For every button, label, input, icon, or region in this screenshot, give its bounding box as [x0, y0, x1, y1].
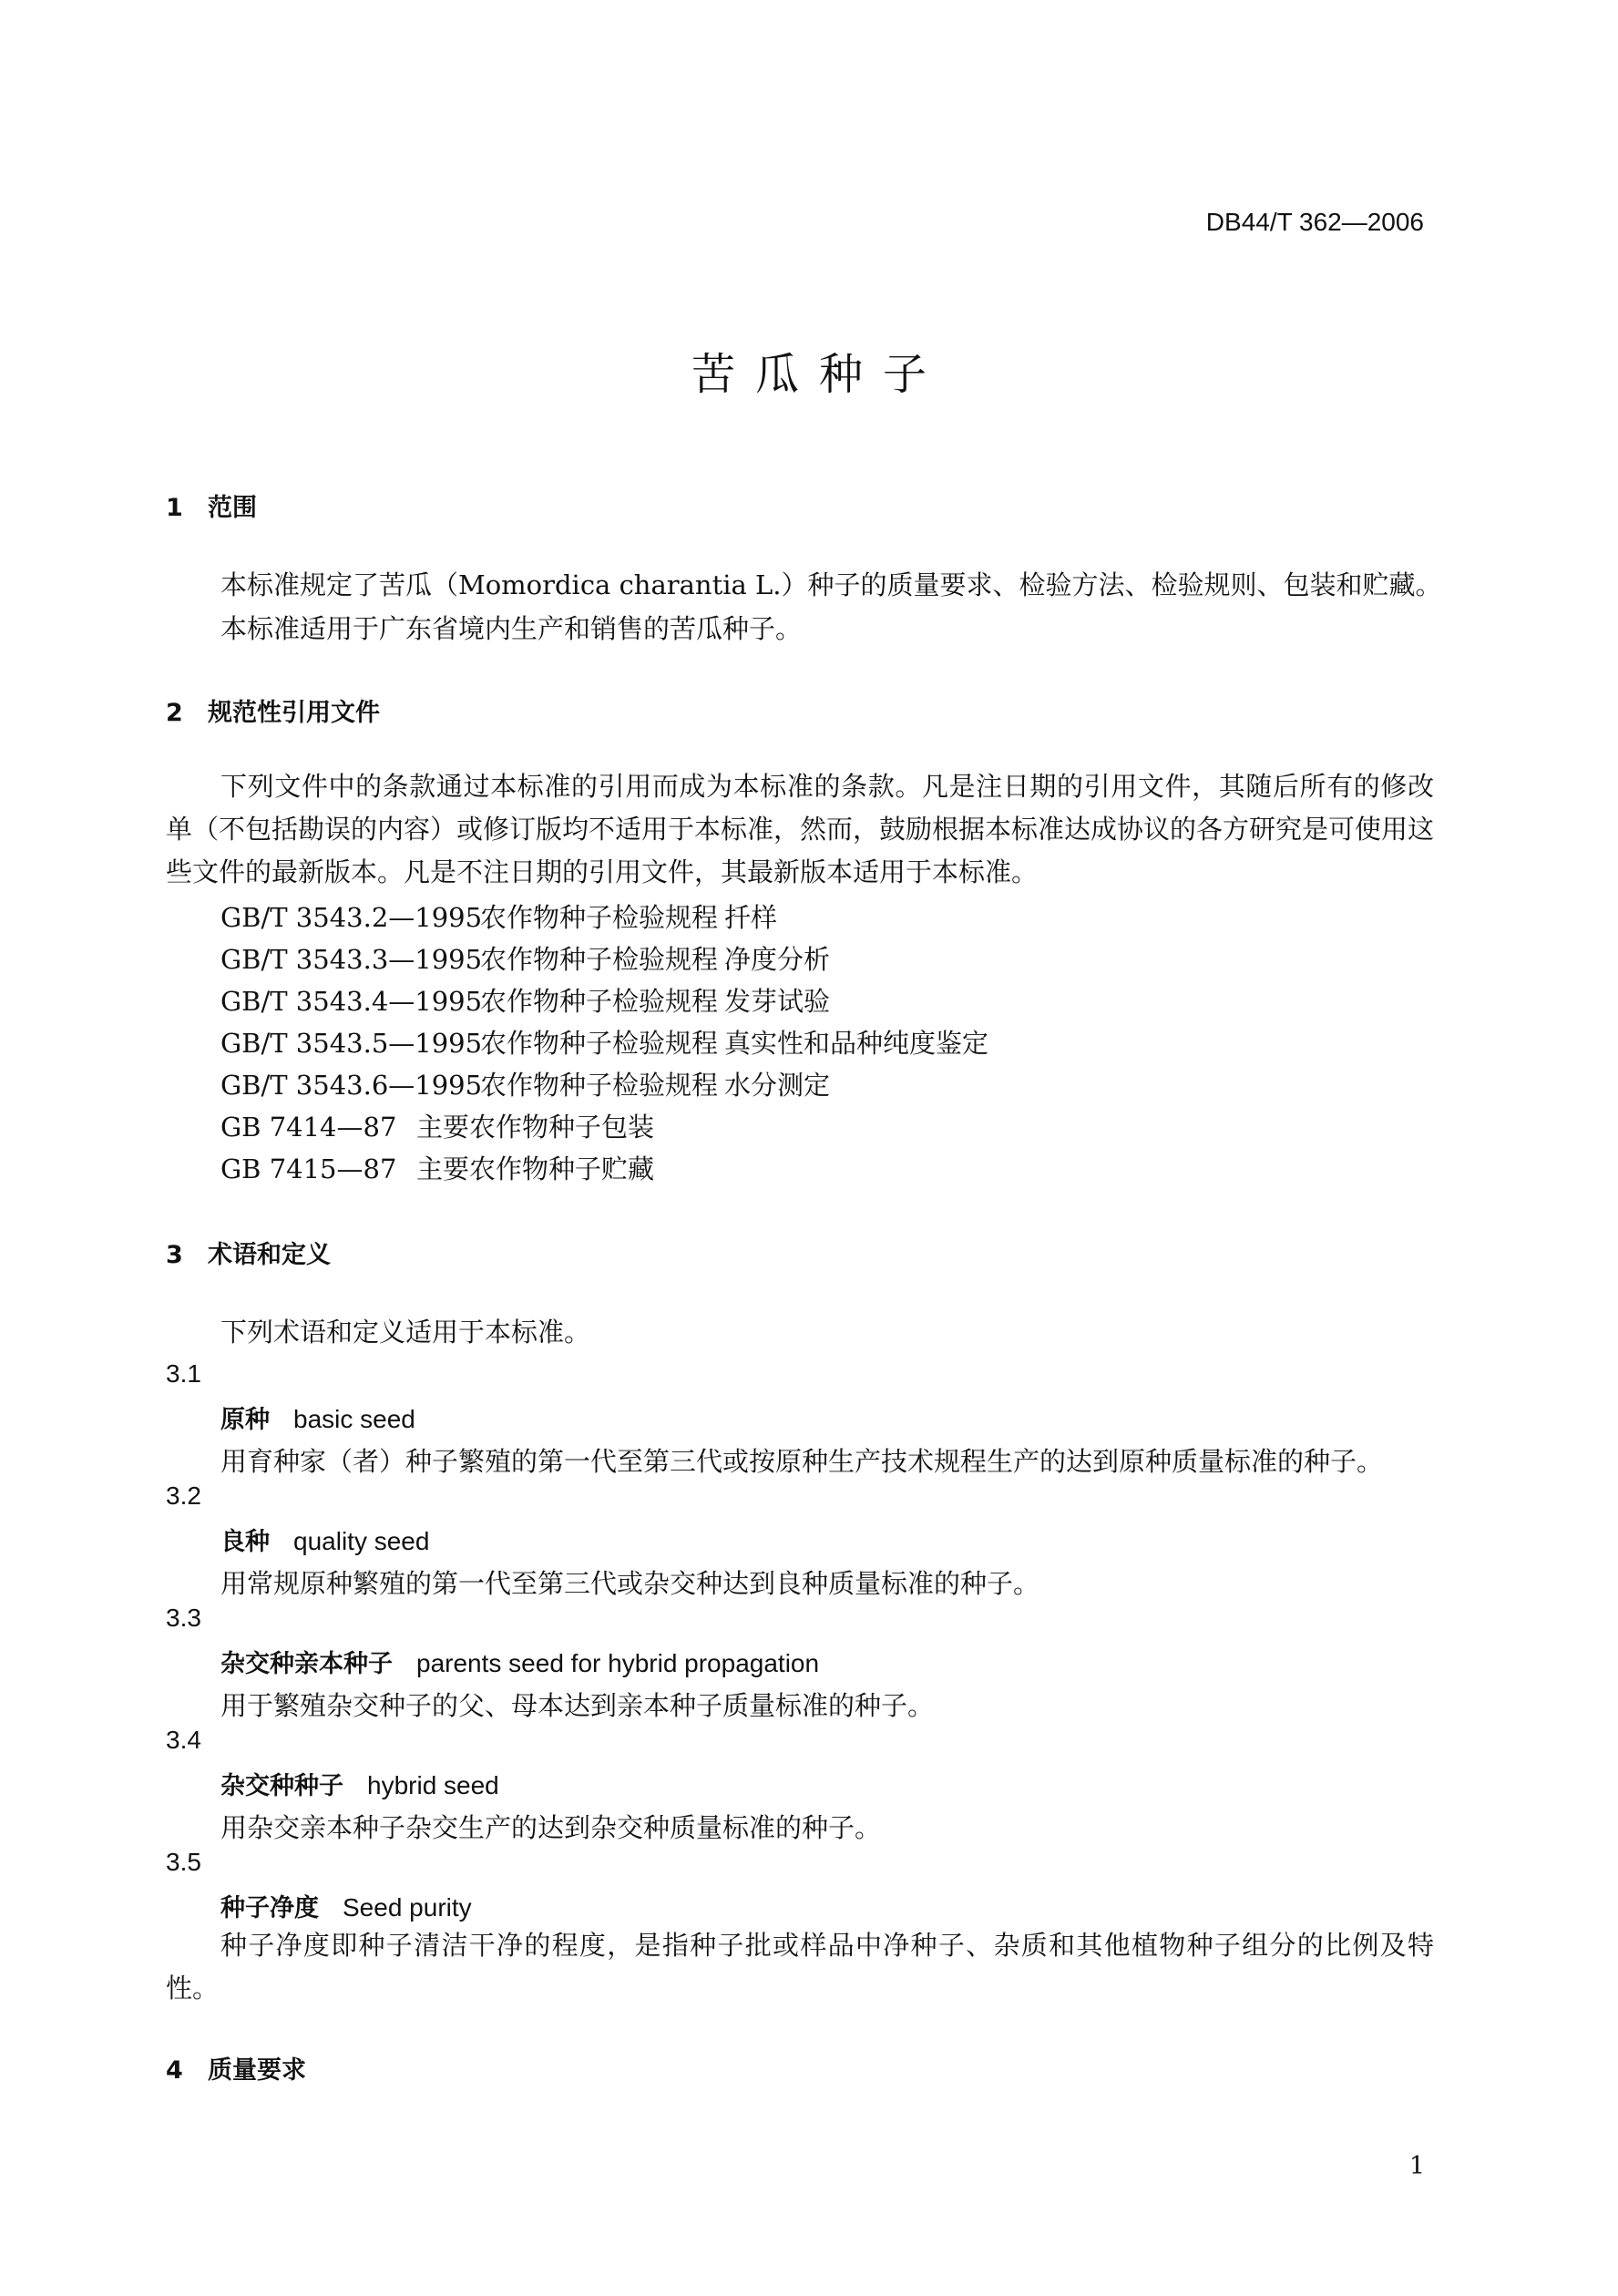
document-title: 苦瓜种子 — [691, 349, 947, 400]
reference-code: GB/T 3543.6—1995 — [220, 1070, 483, 1101]
reference-name: 农作物种子检验规程 — [480, 1028, 719, 1059]
reference-item — [220, 1065, 830, 1102]
clause-number: 3.5 — [166, 1848, 201, 1876]
term-heading — [220, 1522, 429, 1557]
clause-number: 3.4 — [166, 1726, 201, 1754]
term-heading — [220, 1399, 415, 1435]
term-english: Seed purity — [343, 1893, 472, 1922]
term-heading — [220, 1644, 819, 1679]
page-number: 1 — [1408, 2152, 1425, 2180]
scope-paragraph-1: 本标准规定了苦瓜（Momordica charantia L.）种子的质量要求、检验方法、检验规则、包装和贮藏。 — [220, 569, 1442, 600]
reference-part: 真实性和品种纯度鉴定 — [724, 1028, 989, 1059]
term-chinese: 良种 — [220, 1528, 270, 1556]
section-3-heading — [166, 1235, 331, 1270]
term-heading — [220, 1888, 472, 1923]
reference-part: 发芽试验 — [724, 986, 831, 1017]
term-chinese: 杂交种亲本种子 — [220, 1650, 393, 1678]
section-2-heading — [166, 692, 380, 728]
term-english: basic seed — [293, 1405, 415, 1433]
reference-name: 农作物种子检验规程 — [480, 1070, 719, 1101]
reference-code: GB 7414—87 — [220, 1112, 397, 1143]
reference-part: 扦样 — [724, 902, 778, 933]
section-number: 4 — [166, 2056, 183, 2085]
reference-code: GB 7415—87 — [220, 1153, 397, 1184]
reference-item — [220, 897, 777, 935]
terms-intro: 下列术语和定义适用于本标准。 — [220, 1317, 591, 1348]
reference-code: GB/T 3543.2—1995 — [220, 902, 483, 933]
clause-number: 3.3 — [166, 1604, 201, 1632]
reference-name: 主要农作物种子包装 — [416, 1112, 655, 1143]
section-4-heading — [166, 2050, 306, 2086]
term-english: parents seed for hybrid propagation — [416, 1649, 820, 1677]
reference-item — [220, 939, 830, 977]
reference-item — [220, 1149, 654, 1186]
term-chinese: 种子净度 — [220, 1894, 319, 1922]
scope-paragraph-2: 本标准适用于广东省境内生产和销售的苦瓜种子。 — [220, 613, 803, 644]
term-definition: 用常规原种繁殖的第一代至第三代或杂交种达到良种质量标准的种子。 — [220, 1568, 1040, 1599]
reference-name: 农作物种子检验规程 — [480, 944, 719, 975]
section-number: 3 — [166, 1241, 183, 1269]
reference-code: GB/T 3543.4—1995 — [220, 986, 483, 1017]
term-chinese: 杂交种种子 — [220, 1772, 343, 1800]
reference-part: 水分测定 — [724, 1070, 831, 1101]
reference-item — [220, 981, 830, 1019]
section-title: 质量要求 — [208, 2056, 306, 2085]
reference-name: 主要农作物种子贮藏 — [416, 1153, 655, 1184]
term-definition: 用育种家（者）种子繁殖的第一代至第三代或按原种生产技术规程生产的达到原种质量标准的种子。 — [220, 1446, 1384, 1477]
clause-number: 3.1 — [166, 1359, 201, 1388]
reference-item — [220, 1107, 654, 1144]
term-definition: 种子净度即种子清洁干净的程度，是指种子批或样品中净种子、杂质和其他植物种子组分的比例及特性。 — [166, 1930, 1434, 2004]
section-title: 规范性引用文件 — [208, 699, 380, 727]
reference-item — [220, 1023, 988, 1061]
section-title: 术语和定义 — [208, 1241, 331, 1269]
references-intro: 下列文件中的条款通过本标准的引用而成为本标准的条款。凡是注日期的引用文件，其随后所有的修改单（不包括勘误的内容）或修订版均不适用于本标准，然而，鼓励根据本标准达成协议的各方研究是可使用这些文件的最新版本。凡是不注日期的引用文件，其最新版本适用于本标准。 — [166, 771, 1435, 887]
section-number: 1 — [166, 494, 183, 522]
standard-code: DB44/T 362—2006 — [1205, 208, 1424, 236]
term-english: hybrid seed — [367, 1771, 499, 1799]
section-1-heading — [166, 487, 257, 523]
clause-number: 3.2 — [166, 1481, 201, 1510]
term-chinese: 原种 — [220, 1406, 270, 1434]
section-number: 2 — [166, 699, 183, 727]
section-title: 范围 — [208, 494, 257, 522]
reference-name: 农作物种子检验规程 — [480, 902, 719, 933]
reference-part: 净度分析 — [724, 944, 831, 975]
reference-code: GB/T 3543.5—1995 — [220, 1028, 483, 1059]
term-english: quality seed — [293, 1527, 430, 1555]
reference-code: GB/T 3543.3—1995 — [220, 944, 483, 975]
reference-name: 农作物种子检验规程 — [480, 986, 719, 1017]
term-definition: 用杂交亲本种子杂交生产的达到杂交种质量标准的种子。 — [220, 1812, 882, 1843]
term-heading — [220, 1766, 499, 1801]
term-definition: 用于繁殖杂交种子的父、母本达到亲本种子质量标准的种子。 — [220, 1690, 935, 1721]
